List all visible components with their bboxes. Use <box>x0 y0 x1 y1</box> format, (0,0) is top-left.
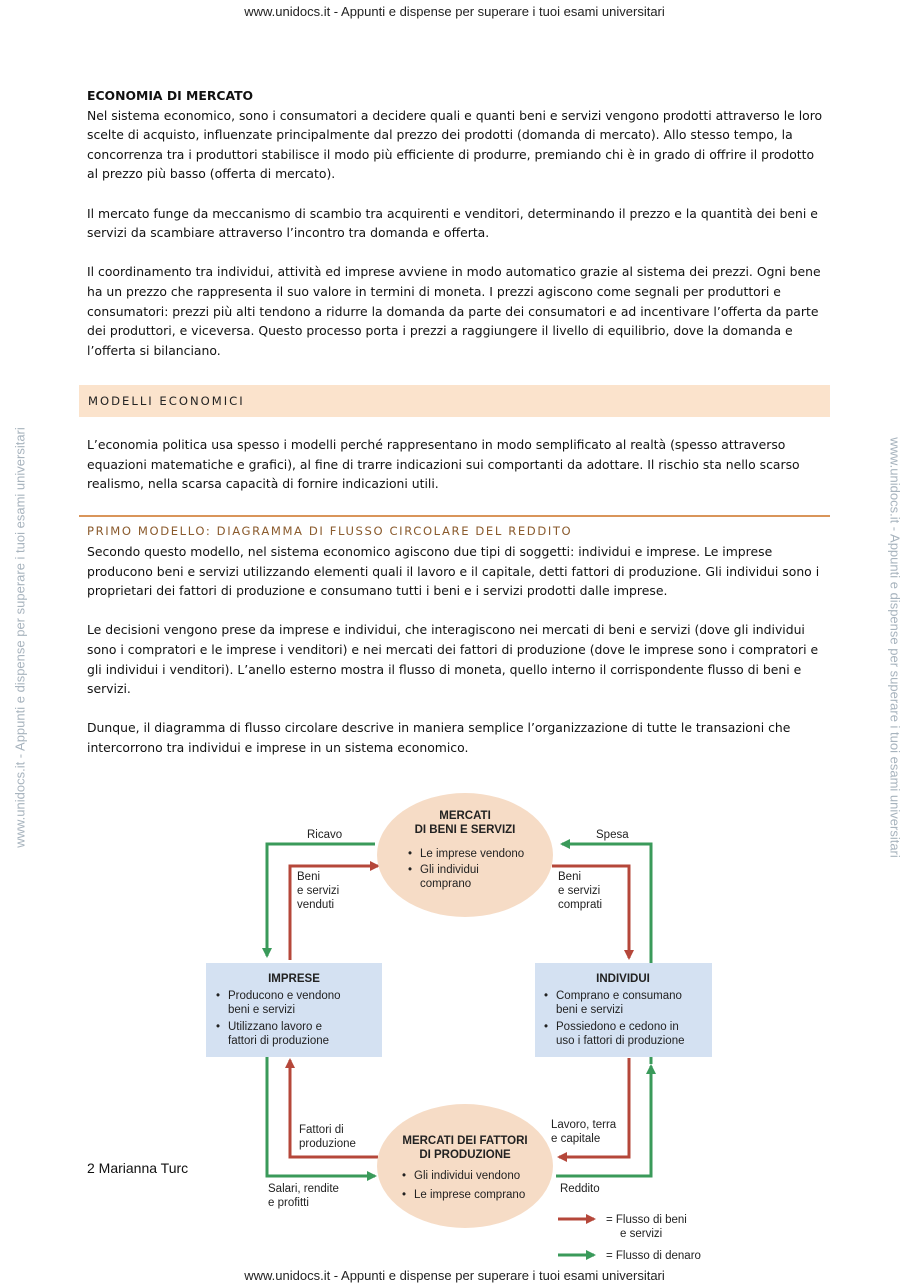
section-mercato <box>87 86 827 360</box>
section-title-primo-modello: PRIMO MODELLO: DIAGRAMMA DI FLUSSO CIRCOLARE DEL REDDITO <box>87 524 573 538</box>
firms-item-1a: Producono e vendono <box>228 990 341 1002</box>
paragraph-mercato-1: Nel sistema economico, sono i consumatori a decidere quali e quanti beni e servizi vengono prodotti attraverso le loro scelte di acquisto, influenzate principalmente dal prezzo dei prodotti (domanda di mercato). Allo stesso tempo, la concorrenza tra i produttori stabilisce il modo più efficiente di produrre, premiando chi è in grado di offrire il prodotto al prezzo più basso (offerta di mercato). <box>87 107 823 182</box>
circular-flow-diagram <box>180 780 740 1270</box>
legend-goods-label-2: e servizi <box>620 1228 663 1240</box>
firms-bullet-2: • <box>216 1021 221 1033</box>
legend-goods-label-1: = Flusso di beni <box>606 1214 687 1226</box>
label-reddito: Reddito <box>560 1183 600 1195</box>
footer-author: 2 Marianna Turc <box>87 1160 189 1176</box>
households-bullet-1: • <box>544 990 549 1002</box>
market-goods-item-2b: comprano <box>420 878 472 890</box>
watermark-side-left: www.unidocs.it - Appunti e dispense per superare i tuoi esami universitari <box>12 427 28 848</box>
label-spesa: Spesa <box>596 829 629 841</box>
market-factors-title-2: DI PRODUZIONE <box>419 1149 511 1161</box>
label-beni-comprati-1: Beni <box>558 871 582 883</box>
section-modelli <box>87 435 827 494</box>
section-title-mercato: ECONOMIA DI MERCATO <box>87 88 254 103</box>
paragraph-modello-3: Dunque, il diagramma di flusso circolare descrive in maniera semplice l’organizzazione di tutte le transazioni che intercorrono tra individui e imprese in un sistema economico. <box>87 720 791 755</box>
market-factors-title-1: MERCATI DEI FATTORI <box>402 1135 528 1147</box>
households-item-1b: beni e servizi <box>556 1004 624 1016</box>
firms-title: IMPRESE <box>268 973 320 985</box>
market-factors-bullet-1: • <box>402 1170 407 1182</box>
households-title: INDIVIDUI <box>596 973 650 985</box>
label-salari-1: Salari, rendite <box>268 1183 339 1195</box>
market-goods-item-2a: Gli individui <box>420 864 479 876</box>
market-factors-ellipse <box>377 1104 553 1228</box>
firms-item-1b: beni e servizi <box>228 1004 296 1016</box>
market-factors-bullet-2: • <box>402 1189 407 1201</box>
market-goods-item-1: Le imprese vendono <box>420 848 525 860</box>
paragraph-modello-2: Le decisioni vengono prese da imprese e individui, che interagiscono nei mercati di beni e servizi (dove gli individui sono i compratori e le imprese i venditori) e nei mercati dei fattori di produzione (dove le imprese sono i compratori e gli individui i venditori). L’anello esterno mostra il flusso di moneta, quello interno il corrispondente flusso di beni e servizi. <box>87 622 819 697</box>
market-goods-title-1: MERCATI <box>439 810 491 822</box>
section-title-modelli: MODELLI ECONOMICI <box>79 385 830 417</box>
label-beni-comprati-2: e servizi <box>558 885 601 897</box>
firms-bullet-1: • <box>216 990 221 1002</box>
section-divider <box>79 515 830 517</box>
market-factors-item-1: Gli individui vendono <box>414 1170 521 1182</box>
paragraph-modelli-1: L’economia politica usa spesso i modelli perché rappresentano in modo semplificato al realtà (spesso attraverso equazioni matematiche e grafici), al fine di trarre indicazioni sui comportanti da adottare. Il rischio sta nello scarso realismo, nella scarsa capacità di fornire indicazioni utili. <box>87 437 800 492</box>
watermark-side-right: www.unidocs.it - Appunti e dispense per superare i tuoi esami universitari <box>887 437 903 858</box>
market-goods-title-2: DI BENI E SERVIZI <box>414 824 516 836</box>
label-fattori-1: Fattori di <box>299 1124 344 1136</box>
label-lavoro-1: Lavoro, terra <box>551 1119 617 1131</box>
firms-item-2b: fattori di produzione <box>228 1035 330 1047</box>
watermark-bottom: www.unidocs.it - Appunti e dispense per superare i tuoi esami universitari <box>244 1268 665 1283</box>
label-beni-venduti-3: venduti <box>297 899 335 911</box>
households-item-2a: Possiedono e cedono in <box>556 1021 679 1033</box>
households-item-2b: uso i fattori di produzione <box>556 1035 685 1047</box>
paragraph-modello-1: Secondo questo modello, nel sistema economico agiscono due tipi di soggetti: individui e imprese. Le imprese producono beni e servizi utilizzando elementi quali il lavoro e il capitale, detti fattori di produzione. Gli individui sono i proprietari dei fattori di produzione e consumano tutti i beni e i servizi prodotti dalle imprese. <box>87 544 820 599</box>
label-beni-venduti-2: e servizi <box>297 885 340 897</box>
label-beni-venduti-1: Beni <box>297 871 321 883</box>
paragraph-mercato-2: Il mercato funge da meccanismo di scambio tra acquirenti e venditori, determinando il prezzo e la quantità dei beni e servizi da scambiare attraverso l’incontro tra domanda e offerta. <box>87 205 818 241</box>
label-lavoro-2: e capitale <box>551 1133 601 1145</box>
label-fattori-2: produzione <box>299 1138 356 1150</box>
label-beni-comprati-3: comprati <box>558 899 603 911</box>
market-factors-item-2: Le imprese comprano <box>414 1189 526 1201</box>
market-goods-bullet-2: • <box>408 864 413 876</box>
paragraph-mercato-3: Il coordinamento tra individui, attività ed imprese avviene in modo automatico grazie al sistema dei prezzi. Ogni bene ha un prezzo che rappresenta il suo valore in termini di moneta. I prezzi agiscono come segnali per produttori e consumatori: prezzi più alti tendono a ridurre la domanda da parte dei consumatori e ad incentivare l’offerta da parte dei produttori, e viceversa. Questo processo porta i prezzi a raggiungere il livello di equilibrio, dove la domanda e l’offerta si bilanciano. <box>87 264 821 358</box>
firms-item-2a: Utilizzano lavoro e <box>228 1021 322 1033</box>
households-item-1a: Comprano e consumano <box>556 990 682 1002</box>
label-ricavo: Ricavo <box>307 829 343 841</box>
watermark-top: www.unidocs.it - Appunti e dispense per superare i tuoi esami universitari <box>244 4 665 19</box>
market-goods-bullet-1: • <box>408 848 413 860</box>
households-bullet-2: • <box>544 1021 549 1033</box>
section-primo-modello <box>87 542 827 758</box>
legend-money-label: = Flusso di denaro <box>606 1250 701 1262</box>
label-salari-2: e profitti <box>268 1197 309 1209</box>
